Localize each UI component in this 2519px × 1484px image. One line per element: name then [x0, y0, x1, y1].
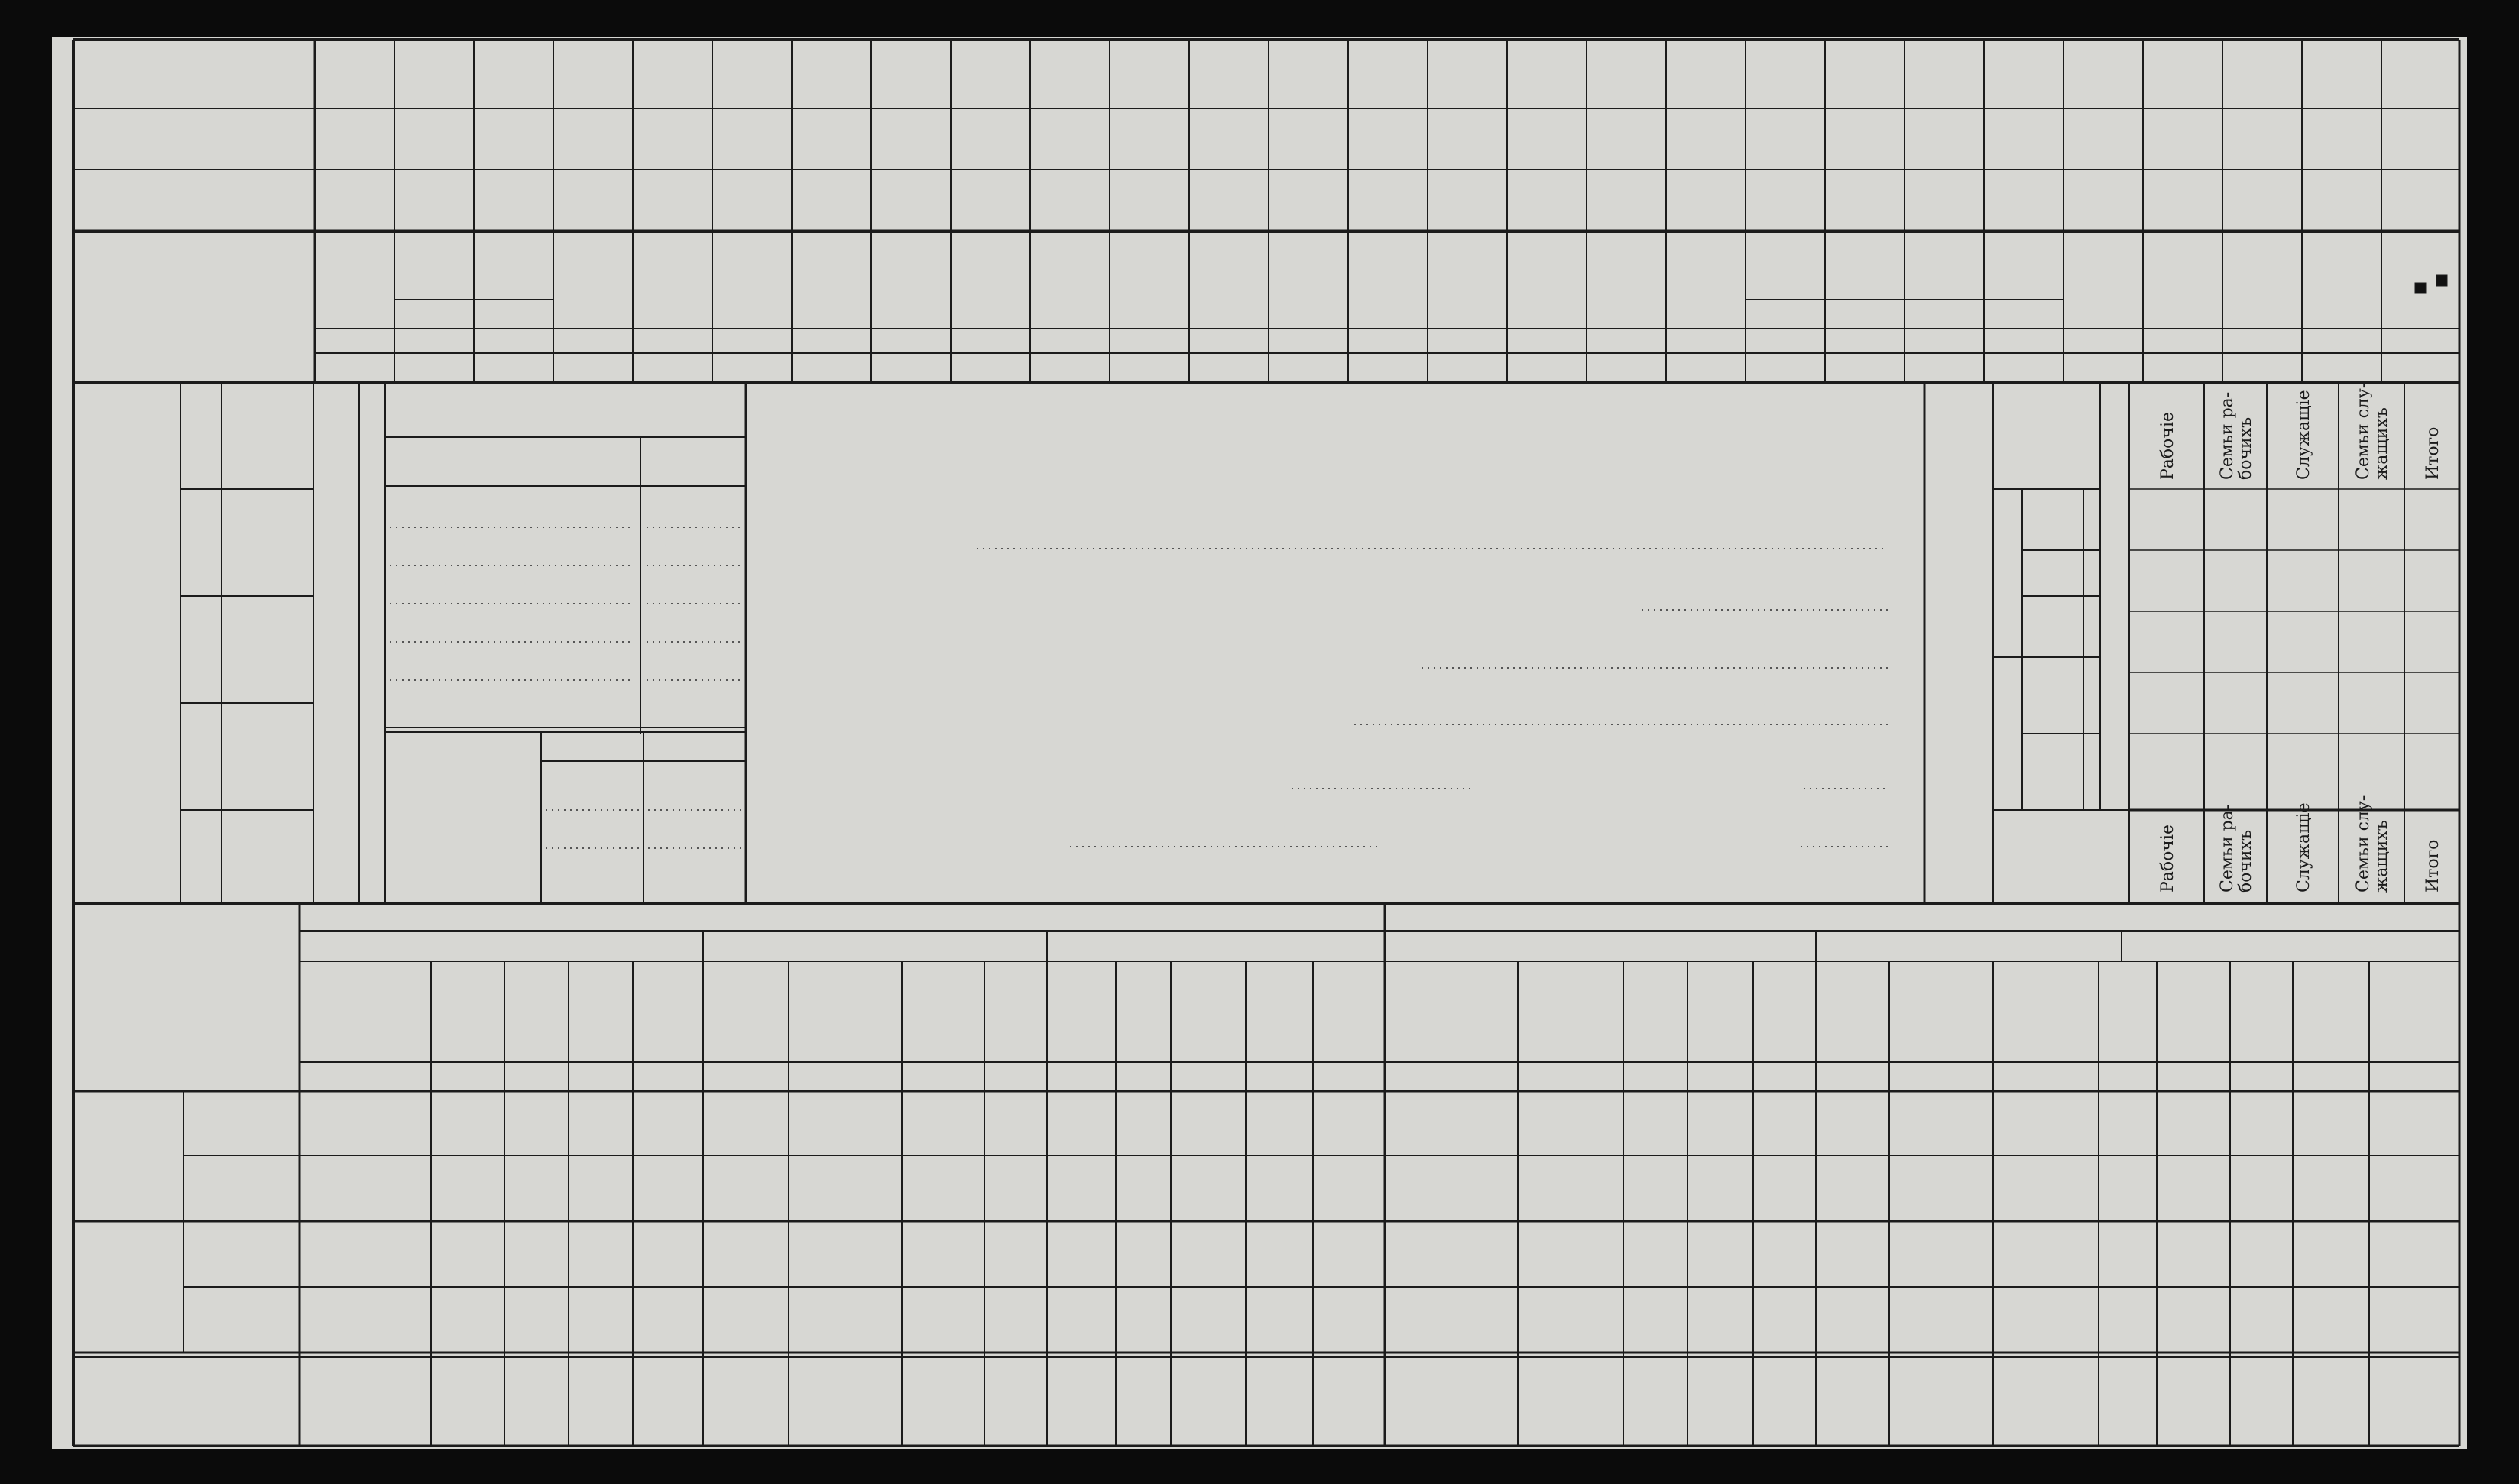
right-column-header: Рабочiе [2158, 824, 2177, 893]
right-column-header: Семьи слу- [2354, 382, 2373, 480]
right-column-header: Служащiе [2294, 802, 2313, 893]
right-column-header: бочихъ [2236, 416, 2255, 480]
right-column-header: Семьи ра- [2218, 391, 2237, 480]
right-column-header: бочихъ [2236, 829, 2255, 893]
right-column-header: Рабочiе [2158, 411, 2177, 480]
right-column-header: Семьи ра- [2218, 804, 2237, 893]
right-column-header: Служащiе [2294, 390, 2313, 480]
right-column-header: Семьи слу- [2354, 795, 2373, 893]
right-column-header: жащихъ [2372, 407, 2391, 480]
ink-mark [2415, 283, 2426, 293]
right-column-header: жащихъ [2372, 820, 2391, 893]
ink-mark [2436, 275, 2447, 286]
right-column-header: Итого [2423, 426, 2443, 480]
right-column-header: Итого [2423, 839, 2443, 893]
